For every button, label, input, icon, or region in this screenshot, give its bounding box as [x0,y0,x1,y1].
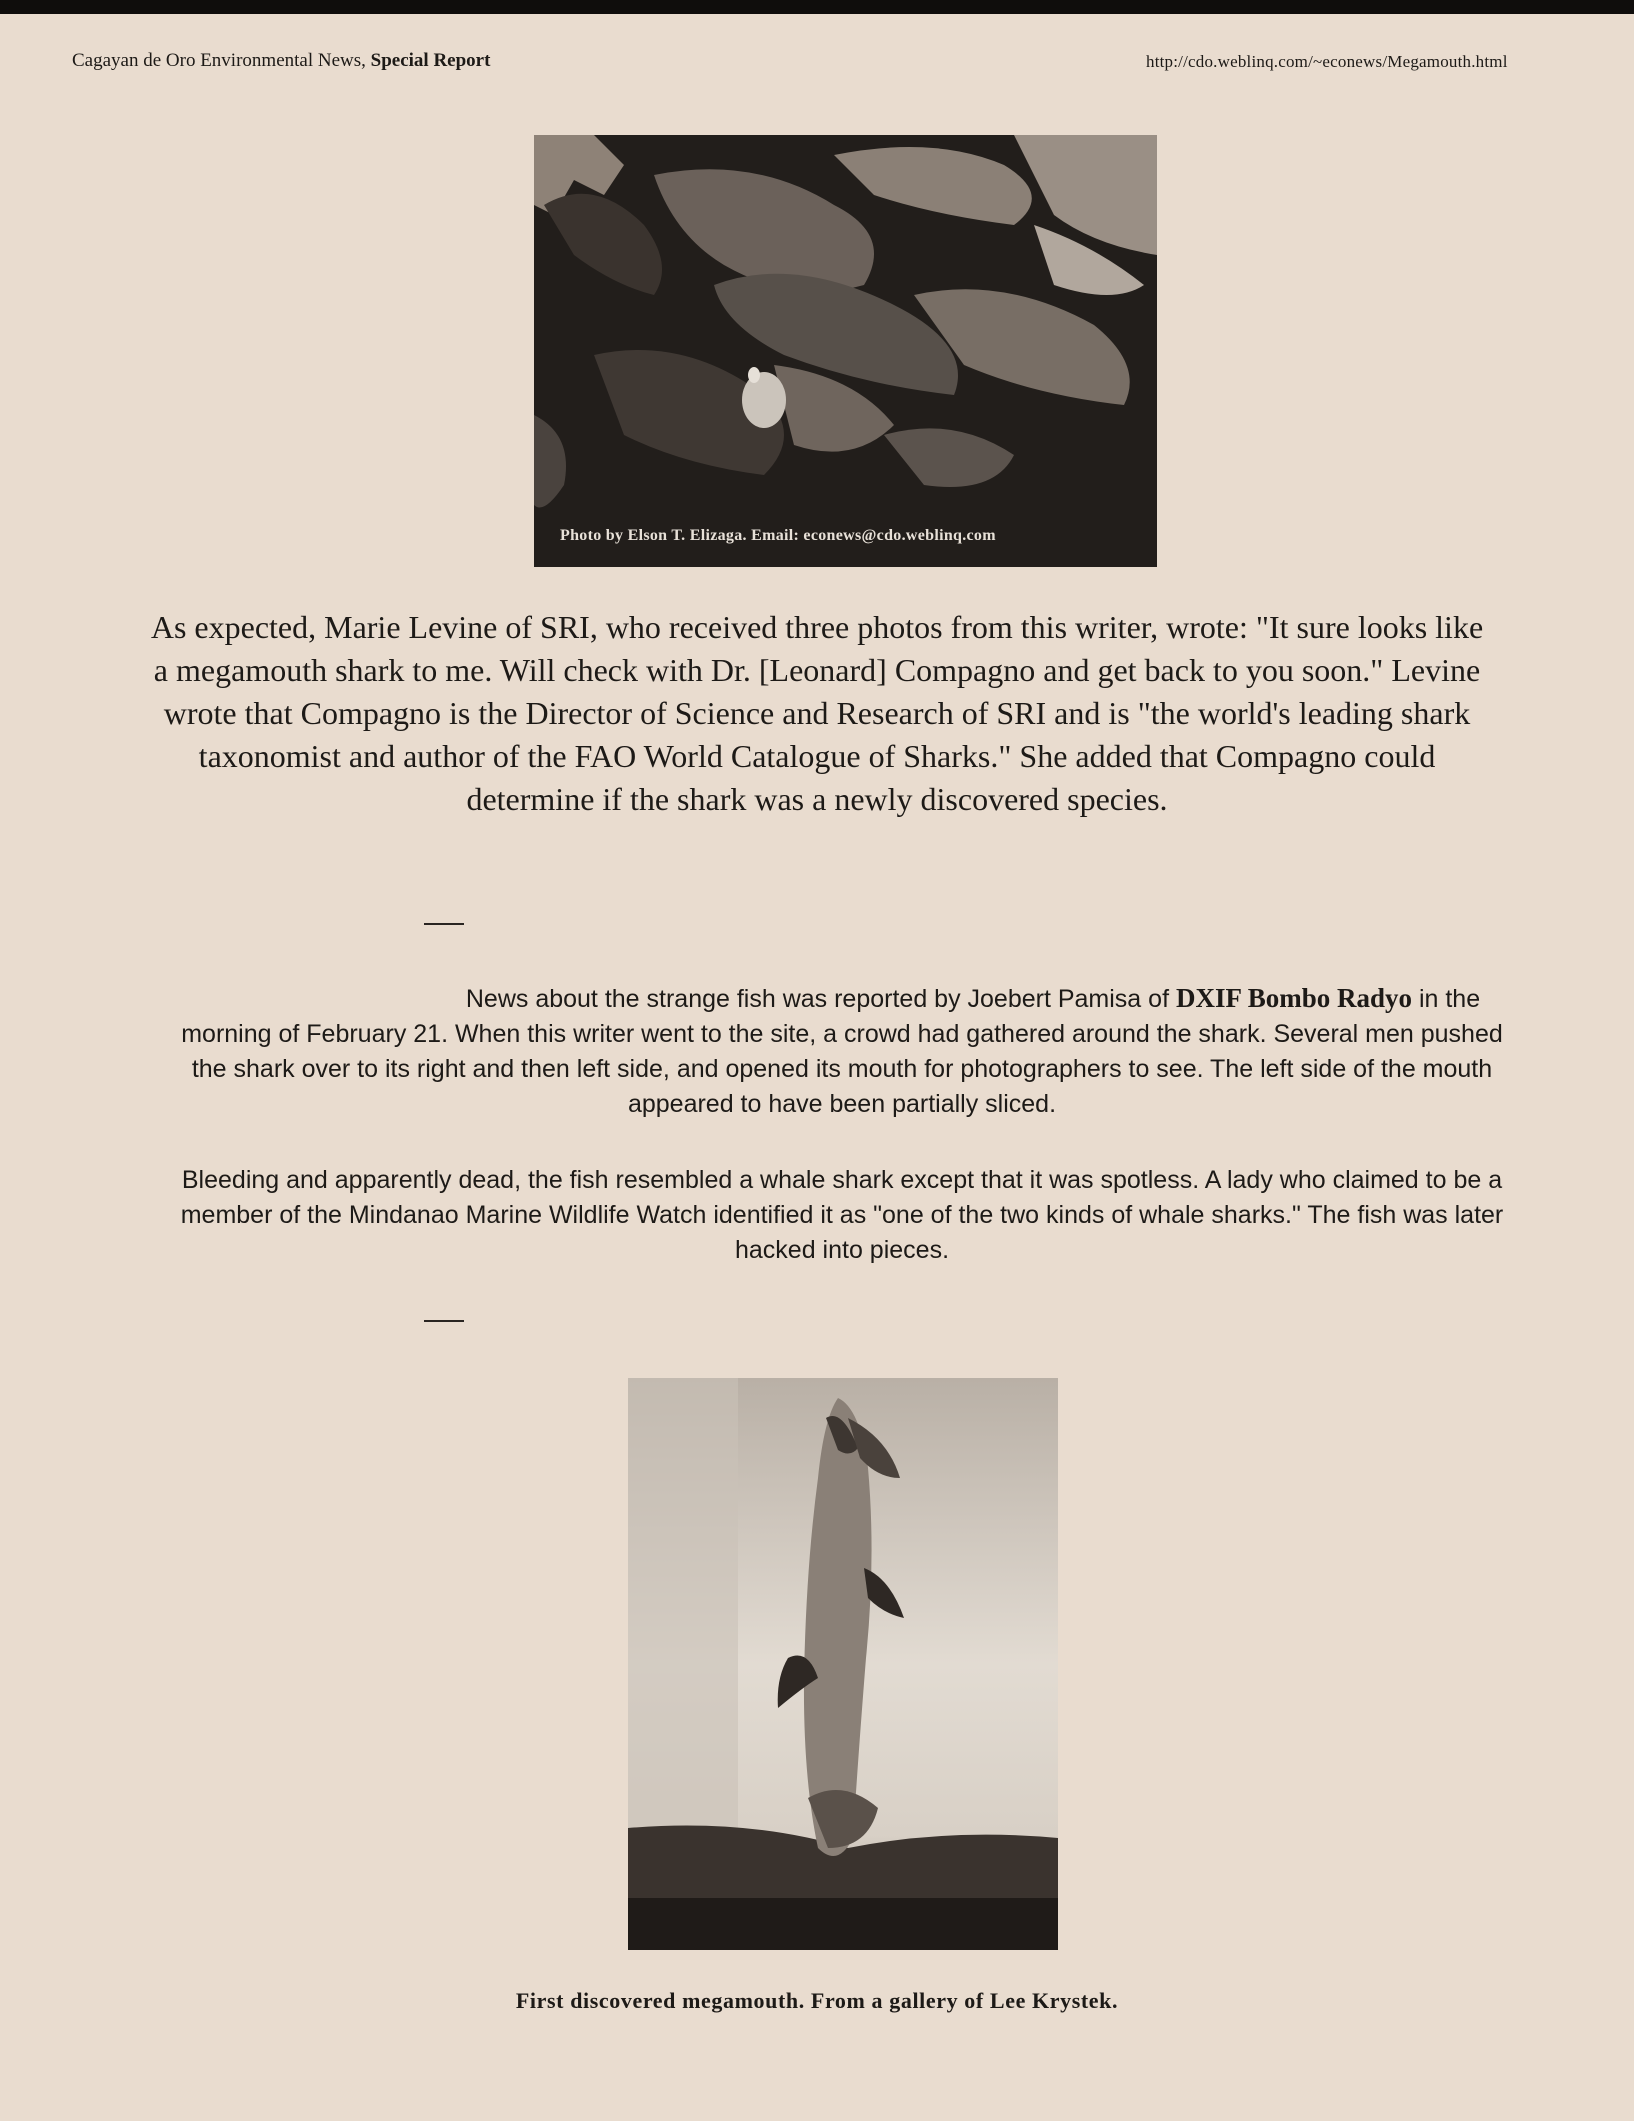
photo-caption: First discovered megamouth. From a gallery of Lee Krystek. [515,1988,1119,2013]
paragraph-2-rest: in the morning of February 21. When this writer went to the site, a crowd had gathered around the shark. Several men pushed the shark over to its right and then left side, and opened its mouth for photographers to see. The left side of the mouth appeared to have been partially sliced. [181,985,1503,1118]
megamouth-photo-image [628,1378,1058,1950]
paragraph-2-lead: News about the strange fish was reported by Joebert Pamisa of [465,985,1170,1013]
shark-photo-top-image [534,135,1157,567]
scan-top-edge [0,0,1634,14]
shark-photo-top [534,135,1157,567]
header-source-label: Special Report [370,50,491,71]
header-source-prefix: Cagayan de Oro Environmental News, [72,50,366,71]
section-divider [424,1320,464,1322]
header-url: http://cdo.weblinq.com/~econews/Megamouth.html [1146,52,1508,71]
radio-station-name: DXIF Bombo Radyo [1175,983,1412,1013]
section-divider [424,923,464,925]
megamouth-photo [628,1378,1058,1950]
photo-credit: Photo by Elson T. Elizaga. Email: econews@cdo.weblinq.com [560,527,996,544]
article-paragraph-1: As expected, Marie Levine of SRI, who received three photos from this writer, wrote: "It sure looks like a megamouth shark to me. Will check with Dr. [Leonard] Compagno and get back to you soon." Levine wrote that Compagno is the Director of Science and Research of SRI and is "the world's leading shark taxonomist and author of the FAO World Catalogue of Sharks." She added that Compagno could determine if the shark was a newly discovered species. [150,609,1484,817]
article-paragraph-3: Bleeding and apparently dead, the fish resembled a whale shark except that it was spotless. A lady who claimed to be a member of the Mindanao Marine Wildlife Watch identified it as "one of the two kinds of whale sharks." The fish was later hacked into pieces. [180,1166,1504,1264]
article-paragraph-2 [162,981,1522,1122]
header-source [72,50,490,72]
